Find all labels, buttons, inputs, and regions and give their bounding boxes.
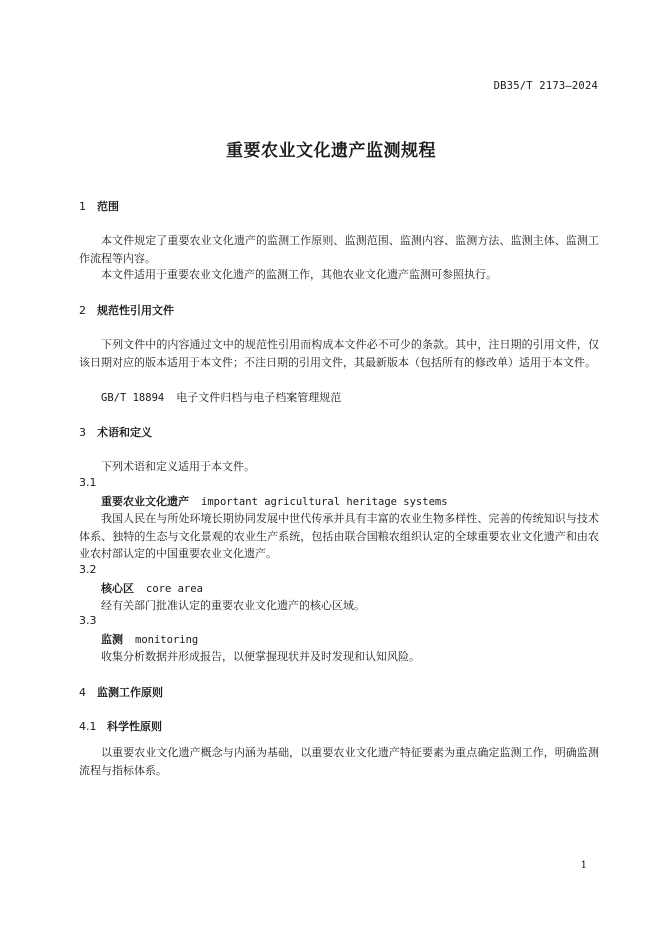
term-heading [101,631,198,647]
section-title: 范围 [97,200,119,213]
section-number: 2 [79,304,86,317]
section-title: 监测工作原则 [97,686,163,699]
term-definition: 经有关部门批准认定的重要农业文化遗产的核心区域。 [101,599,365,612]
section-number: 3 [79,426,86,439]
document-title: 重要农业文化遗产监测规程 [226,141,436,161]
term-definition: 我国人民在与所处环境长期协同发展中世代传承并具有丰富的农业生物多样性、完善的传统知识与技术体系、独特的生态与文化景观的农业生产系统，包括由联合国粮农组织认定的全球重要农业文化遗产和由农业农村部认定的中国重要农业文化遗产。 [79,512,599,560]
term-heading [101,493,448,509]
term-english: important agricultural heritage systems [201,496,448,508]
reference-code: GB/T 18894 [101,392,165,404]
section-number: 4 [79,686,86,699]
standard-code: DB35/T 2173—2024 [493,80,598,92]
scope-paragraph-2: 本文件适用于重要农业文化遗产的监测工作，其他农业文化遗产监测可参照执行。 [101,268,497,281]
term-english: core area [146,583,203,595]
section-title: 规范性引用文件 [97,304,174,317]
term-english: monitoring [135,634,199,646]
normative-reference-item [101,389,341,405]
normative-refs-paragraph: 下列文件中的内容通过文中的规范性引用而构成本文件必不可少的条款。其中，注日期的引用文件，仅该日期对应的版本适用于本文件；不注日期的引用文件，其最新版本（包括所有的修改单）适用于本文件。 [79,338,599,369]
subsection-heading-scientific [79,718,162,734]
subsection-title: 科学性原则 [107,720,162,733]
section-heading-terms [79,424,152,440]
term-chinese: 监测 [101,633,123,646]
term-definition: 收集分析数据并形成报告，以便掌握现状并及时发现和认知风险。 [101,650,420,663]
terms-intro: 下列术语和定义适用于本文件。 [101,460,255,473]
section-heading-principles [79,684,163,700]
section-title: 术语和定义 [97,426,152,439]
principles-paragraph: 以重要农业文化遗产概念与内涵为基础，以重要农业文化遗产特征要素为重点确定监测工作，明确监测流程与指标体系。 [79,746,599,777]
section-number: 1 [79,200,86,213]
term-number: 3.1 [79,476,97,489]
term-chinese: 核心区 [101,582,134,595]
section-heading-normative-refs [79,302,174,318]
term-heading [101,580,203,596]
term-chinese: 重要农业文化遗产 [101,495,189,508]
reference-title: 电子文件归档与电子档案管理规范 [176,391,342,404]
section-heading-scope [79,198,119,214]
term-number: 3.2 [79,563,97,576]
page-number: 1 [580,860,587,871]
term-number: 3.3 [79,614,97,627]
scope-paragraph-1: 本文件规定了重要农业文化遗产的监测工作原则、监测范围、监测内容、监测方法、监测主体、监测工作流程等内容。 [79,234,599,265]
subsection-number: 4.1 [79,720,97,733]
